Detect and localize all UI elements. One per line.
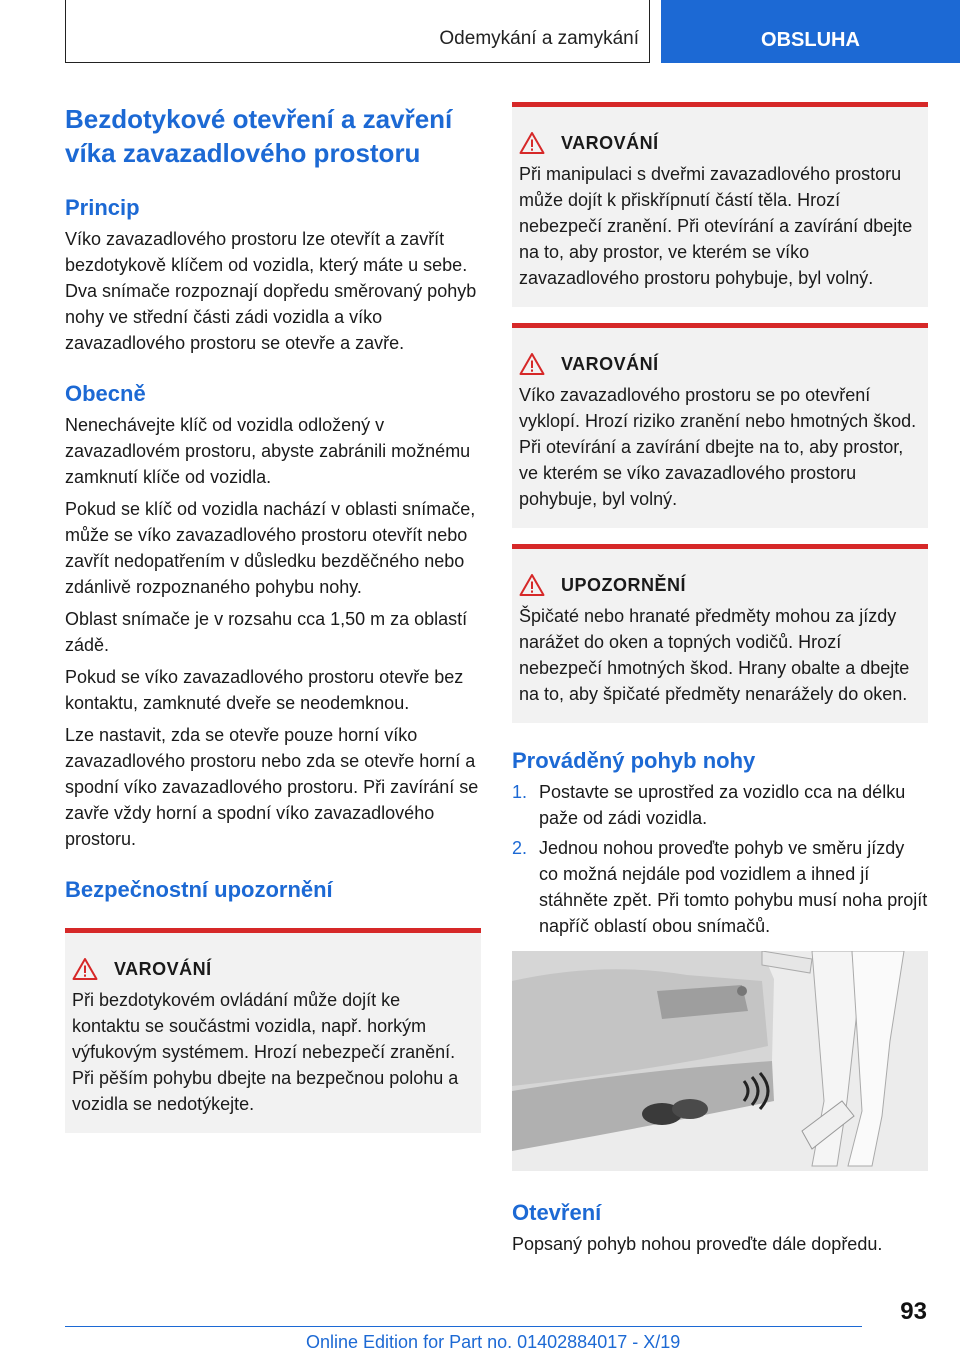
heading-open: Otevření [512,1200,602,1225]
right-column [512,102,928,1263]
notice-box [512,544,928,723]
heading-procedure: Prováděný pohyb nohy [512,748,756,773]
section-title: Odemykání a zamykání [439,28,639,49]
warning-triangle-icon [519,352,545,376]
warning-text: Při manipulaci s dveřmi zavazadlového prostoru může dojít k přiskřípnutí částí těla. Hrozí nebezpečí zranění. Při otevírání a zavírání dbejte na to, aby prostor, ve kterém se víko zavazadlového prostoru pohybuje, byl volný. [519,164,913,288]
running-header-section [65,0,650,63]
warning-header [519,129,920,157]
chapter-tab [661,0,960,63]
warning-header [72,955,473,983]
notice-header [519,571,920,599]
page-number: 93 [900,1298,927,1325]
step-number: 1. [512,782,528,802]
footer-edition: Online Edition for Part no. 01402884017 - X/19 [306,1332,681,1352]
warning-triangle-icon [519,573,545,597]
warning-title: VAROVÁNÍ [561,132,659,153]
warning-text: Při bezdotykovém ovládání může dojít ke kontaktu se součástmi vozidla, např. horkým výfukovým systémem. Hrozí nebezpečí zranění. Při pěším pohybu dbejte na bezpečnou polohu a vozidla se nedotýkejte. [72,990,459,1114]
obecne-paragraph-5: Lze nastavit, zda se otevře pouze horní víko zavazadlového prostoru nebo zda se otevře horní a spodní víko zavazadlového prostoru. Při zavírání se zavře vždy horní a spodní víko zavazadlového prostoru. [65,725,479,849]
warning-box [65,928,481,1133]
princip-text: Víko zavazadlového prostoru lze otevřít a zavřít bezdotykově klíčem od vozidla, který máte u sebe. Dva snímače rozpoznají dopředu směrovaný pohyb nohy ve střední části zádi vozidla a víko zavazadlového prostoru se otevře a zavře. [65,229,477,353]
list-item [512,835,928,939]
notice-text: Špičaté nebo hranaté předměty mohou za jízdy narážet do oken a topných vodičů. Hrozí nebezpečí hmotných škod. Hrany obalte a dbejte na to, aby špičaté předměty nenarážely do oken. [519,606,910,704]
warning-title: VAROVÁNÍ [561,353,659,374]
warning-title: VAROVÁNÍ [114,958,212,979]
heading-safety: Bezpečnostní upozornění [65,877,333,902]
heading-princip: Princip [65,195,140,220]
step-text: Jednou nohou proveďte pohyb ve směru jízdy co možná nejdále pod vozidlem a ihned jí stáhněte zpět. Při tomto pohybu musí noha projít napříč oblastí obou snímačů. [539,838,928,936]
warning-triangle-icon [72,957,98,981]
warning-text: Víko zavazadlového prostoru se po otevření vyklopí. Hrozí riziko zranění nebo hmotných škod. Při otevírání a zavírání dbejte na to, aby prostor, ve kterém se víko zavazadlového prostoru pohybuje, byl volný. [519,385,917,509]
obecne-paragraph-1: Nenechávejte klíč od vozidla odložený v zavazadlovém prostoru, abyste zabránili možnému zamknutí klíče od vozidla. [65,415,471,487]
warning-box [512,323,928,528]
chapter-title: OBSLUHA [761,29,860,51]
open-text: Popsaný pohyb nohou proveďte dále dopředu. [512,1234,883,1254]
obecne-paragraph-3: Oblast snímače je v rozsahu cca 1,50 m za oblastí zádě. [65,609,468,655]
footer-divider [65,1326,862,1327]
left-column [65,102,481,1133]
procedure-steps [512,779,928,939]
obecne-paragraph-4: Pokud se víko zavazadlového prostoru otevře bez kontaktu, zamknuté dveře se neodemknou. [65,667,464,713]
warning-box [512,102,928,307]
obecne-paragraph-2: Pokud se klíč od vozidla nachází v oblasti snímače, může se víko zavazadlového prostoru otevřít nebo zavřít nedopatřením v důsledku bezděčného nebo zdánlivě rozpoznaného pohybu nohy. [65,499,476,597]
warning-header [519,350,920,378]
step-text: Postavte se uprostřed za vozidlo cca na délku paže od zádi vozidla. [539,782,906,828]
warning-triangle-icon [519,131,545,155]
heading-obecne: Obecně [65,381,146,406]
notice-title: UPOZORNĚNÍ [561,574,687,595]
step-number: 2. [512,838,528,858]
foot-gesture-illustration [512,951,928,1171]
page-title: Bezdotykové otevření a zavření víka zavazadlového prostoru [65,104,453,168]
list-item [512,779,928,831]
